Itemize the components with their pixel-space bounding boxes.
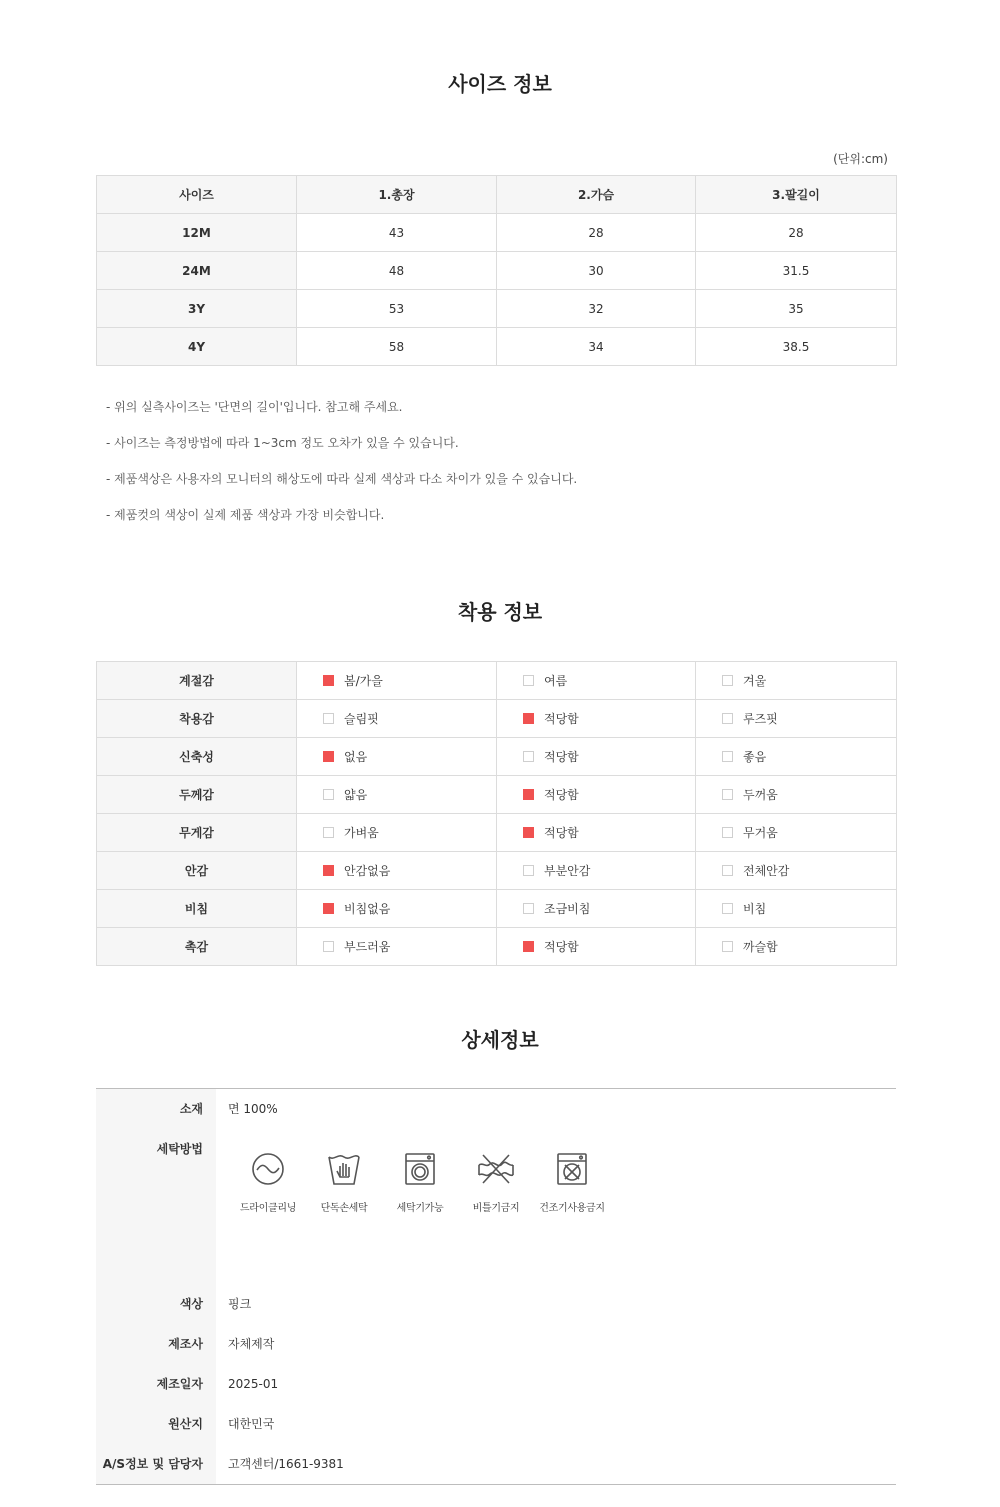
wear-option (696, 776, 897, 814)
size-cell: 43 (297, 214, 497, 252)
detail-row-wash (96, 1129, 896, 1284)
checked-box-icon (323, 865, 334, 876)
wash-label: 단독손세탁 (320, 1203, 368, 1214)
size-table-header-row (97, 176, 897, 214)
wear-option (497, 852, 696, 890)
wear-option-label: 겨울 (743, 674, 767, 688)
detail-label: 제조사 (96, 1324, 216, 1364)
wear-option (497, 890, 696, 928)
wear-option-label: 얇음 (344, 788, 368, 802)
wash-icons (230, 1151, 610, 1214)
unchecked-box-icon (523, 675, 534, 686)
no-tumble-dry-icon (534, 1151, 610, 1187)
wear-option-label: 부분안감 (544, 864, 591, 878)
unchecked-box-icon (323, 713, 334, 724)
wear-option (696, 814, 897, 852)
wear-row-label: 비침 (97, 890, 297, 928)
wash-label: 비틀기금지 (472, 1203, 520, 1214)
size-note: - 제품컷의 색상이 실제 제품 색상과 가장 비슷합니다. (106, 508, 385, 522)
size-cell: 32 (497, 290, 696, 328)
wear-option-label: 좋음 (743, 750, 767, 764)
unchecked-box-icon (323, 941, 334, 952)
wear-section-title: 착용 정보 (457, 600, 543, 624)
detail-value: 고객센터/1661-9381 (228, 1457, 344, 1471)
size-cell: 28 (497, 214, 696, 252)
dry-cleaning-icon (230, 1151, 306, 1187)
wear-option-label: 무거움 (743, 826, 778, 840)
wash-item-no-tumble-dry (534, 1151, 610, 1214)
detail-value: 대한민국 (228, 1417, 275, 1431)
size-cell: 35 (696, 290, 897, 328)
unchecked-box-icon (323, 789, 334, 800)
detail-value: 자체제작 (228, 1337, 275, 1351)
washing-machine-icon (382, 1151, 458, 1187)
wear-row (97, 890, 897, 928)
size-notes (106, 398, 577, 542)
wear-option (497, 928, 696, 966)
wear-option-label: 없음 (344, 750, 368, 764)
wear-row-label: 계절감 (97, 662, 297, 700)
wear-option (297, 738, 497, 776)
wear-option (696, 700, 897, 738)
wear-option-label: 부드러움 (344, 940, 391, 954)
unchecked-box-icon (722, 903, 733, 914)
size-row-label: 24M (97, 252, 297, 290)
detail-value: 면 100% (228, 1102, 278, 1116)
unchecked-box-icon (323, 827, 334, 838)
unchecked-box-icon (523, 903, 534, 914)
size-header-cell: 사이즈 (97, 176, 297, 214)
size-note: - 위의 실측사이즈는 '단면의 길이'입니다. 참고해 주세요. (106, 400, 403, 414)
size-header-cell: 3.팔길이 (696, 176, 897, 214)
unchecked-box-icon (523, 751, 534, 762)
detail-label: 제조일자 (96, 1364, 216, 1404)
wear-option-label: 슬림핏 (344, 712, 379, 726)
wear-option-label: 전체안감 (743, 864, 790, 878)
wear-option (696, 662, 897, 700)
wash-method-area (216, 1129, 896, 1284)
wear-row-label: 안감 (97, 852, 297, 890)
detail-label: 세탁방법 (96, 1129, 216, 1284)
wear-option-label: 봄/가을 (344, 674, 383, 688)
checked-box-icon (523, 941, 534, 952)
wear-option-label: 루즈핏 (743, 712, 778, 726)
detail-row-color (96, 1284, 896, 1324)
detail-value: 핑크 (228, 1297, 252, 1311)
size-cell: 58 (297, 328, 497, 366)
wear-option (497, 776, 696, 814)
wear-option-label: 두꺼움 (743, 788, 778, 802)
no-wring-icon (458, 1151, 534, 1187)
wear-row (97, 814, 897, 852)
detail-row-origin (96, 1404, 896, 1444)
hand-wash-icon (306, 1151, 382, 1187)
wear-option (297, 890, 497, 928)
size-row-label: 4Y (97, 328, 297, 366)
wear-option-label: 안감없음 (344, 864, 391, 878)
wear-option-label: 적당함 (544, 826, 579, 840)
wear-option (297, 776, 497, 814)
detail-section-title: 상세정보 (461, 1028, 539, 1052)
unchecked-box-icon (722, 865, 733, 876)
checked-box-icon (523, 789, 534, 800)
wear-option-label: 조금비침 (544, 902, 591, 916)
size-cell: 38.5 (696, 328, 897, 366)
unchecked-box-icon (722, 713, 733, 724)
size-section-title: 사이즈 정보 (448, 72, 552, 96)
unchecked-box-icon (722, 751, 733, 762)
unchecked-box-icon (722, 675, 733, 686)
unchecked-box-icon (722, 789, 733, 800)
wear-row (97, 738, 897, 776)
size-table-row (97, 214, 897, 252)
size-header-cell: 2.가슴 (497, 176, 696, 214)
detail-table (96, 1088, 896, 1485)
size-note: - 제품색상은 사용자의 모니터의 해상도에 따라 실제 색상과 다소 차이가 있을 수 있습니다. (106, 472, 578, 486)
wear-option (297, 814, 497, 852)
size-row-label: 3Y (97, 290, 297, 328)
wear-option (497, 814, 696, 852)
wear-option (297, 852, 497, 890)
wash-item-no-wring (458, 1151, 534, 1214)
wear-option (297, 700, 497, 738)
wear-option-label: 비침없음 (344, 902, 391, 916)
size-cell: 31.5 (696, 252, 897, 290)
wear-option (696, 738, 897, 776)
checked-box-icon (523, 713, 534, 724)
detail-label: 소재 (96, 1089, 216, 1129)
wear-option-label: 까슬함 (743, 940, 778, 954)
size-table-row (97, 328, 897, 366)
wear-row-label: 무게감 (97, 814, 297, 852)
checked-box-icon (323, 675, 334, 686)
size-note: - 사이즈는 측정방법에 따라 1~3cm 정도 오차가 있을 수 있습니다. (106, 436, 459, 450)
wear-option (696, 852, 897, 890)
wear-option (297, 662, 497, 700)
size-table-row (97, 290, 897, 328)
wear-row-label: 착용감 (97, 700, 297, 738)
wash-label: 드라이클리닝 (239, 1203, 297, 1214)
size-cell: 34 (497, 328, 696, 366)
unchecked-box-icon (722, 827, 733, 838)
detail-row-as-contact (96, 1444, 896, 1484)
wear-row-label: 두께감 (97, 776, 297, 814)
wash-label: 세탁기가능 (396, 1203, 444, 1214)
wash-item-dry-cleaning (230, 1151, 306, 1214)
wear-option (696, 928, 897, 966)
wear-option-label: 비침 (743, 902, 767, 916)
wear-row (97, 662, 897, 700)
size-row-label: 12M (97, 214, 297, 252)
wear-row (97, 852, 897, 890)
wash-item-washing-machine (382, 1151, 458, 1214)
detail-label: 원산지 (96, 1404, 216, 1444)
detail-row-manufacturer (96, 1324, 896, 1364)
wear-row-label: 신축성 (97, 738, 297, 776)
wash-item-hand-wash (306, 1151, 382, 1214)
detail-row-material (96, 1089, 896, 1129)
size-header-cell: 1.총장 (297, 176, 497, 214)
wear-option (497, 662, 696, 700)
detail-label: A/S정보 및 담당자 (96, 1444, 216, 1484)
wear-option-label: 적당함 (544, 788, 579, 802)
size-table (96, 175, 897, 366)
size-cell: 30 (497, 252, 696, 290)
unchecked-box-icon (722, 941, 733, 952)
size-cell: 48 (297, 252, 497, 290)
checked-box-icon (323, 751, 334, 762)
wear-row (97, 928, 897, 966)
wear-row (97, 776, 897, 814)
wash-label: 건조기사용금지 (539, 1203, 605, 1214)
wear-option (497, 700, 696, 738)
unchecked-box-icon (523, 865, 534, 876)
wear-option-label: 적당함 (544, 940, 579, 954)
wear-option (497, 738, 696, 776)
wear-option-label: 가벼움 (344, 826, 379, 840)
size-cell: 28 (696, 214, 897, 252)
size-table-row (97, 252, 897, 290)
wear-row-label: 촉감 (97, 928, 297, 966)
detail-row-manufacture-date (96, 1364, 896, 1404)
checked-box-icon (323, 903, 334, 914)
wear-option-label: 적당함 (544, 712, 579, 726)
wear-option (297, 928, 497, 966)
wear-row (97, 700, 897, 738)
unit-label: (단위:cm) (833, 152, 888, 166)
wear-option (696, 890, 897, 928)
detail-label: 색상 (96, 1284, 216, 1324)
size-cell: 53 (297, 290, 497, 328)
wear-table (96, 661, 897, 966)
wear-option-label: 여름 (544, 674, 568, 688)
checked-box-icon (523, 827, 534, 838)
wear-option-label: 적당함 (544, 750, 579, 764)
detail-value: 2025-01 (228, 1377, 279, 1391)
